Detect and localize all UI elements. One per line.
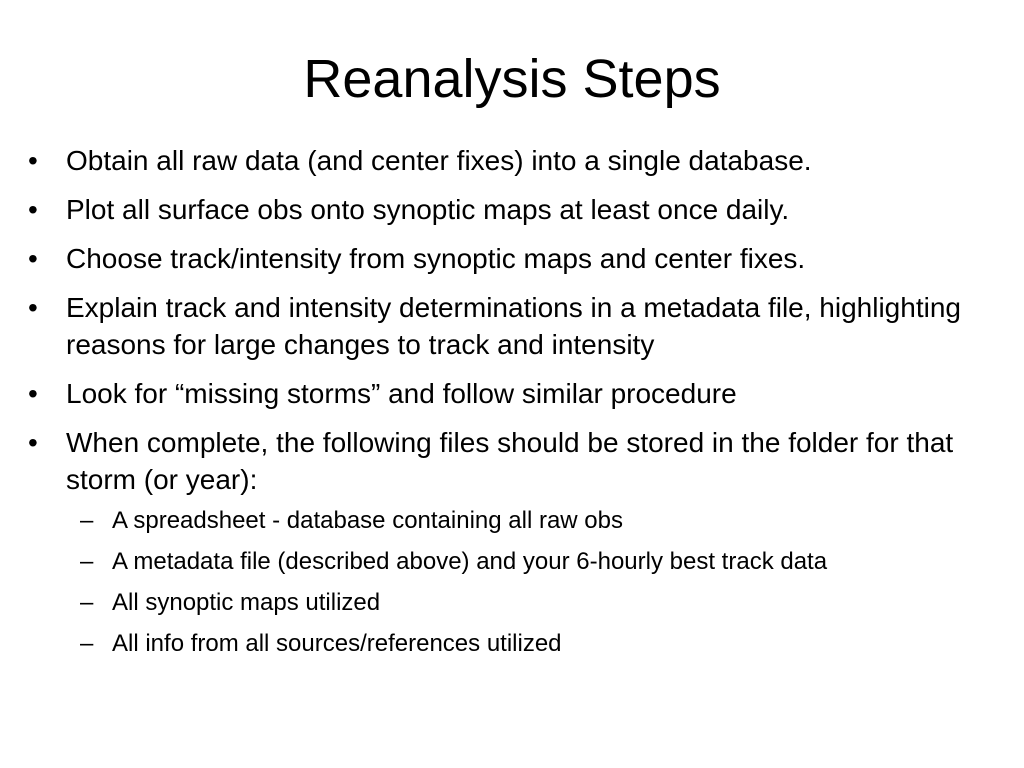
bullet-text: Plot all surface obs onto synoptic maps at least once daily.	[66, 194, 790, 225]
bullet-text: Obtain all raw data (and center fixes) into a single database.	[66, 145, 812, 176]
sub-bullet-item	[26, 629, 1006, 659]
bullet-marker: •	[28, 378, 38, 409]
sub-bullet-item	[26, 506, 1006, 536]
sub-bullet-text: A metadata file (described above) and your 6-hourly best track data	[112, 548, 828, 575]
bullet-marker: •	[28, 194, 38, 225]
sub-bullet-marker: –	[80, 548, 94, 575]
bullet-text: Choose track/intensity from synoptic maps and center fixes.	[66, 243, 806, 274]
bullet-marker: •	[28, 427, 38, 458]
bullet-text: Explain track and intensity determinations in a metadata file, highlighting reasons for large changes to track and intensity	[66, 292, 961, 360]
bullet-text: Look for “missing storms” and follow similar procedure	[66, 378, 737, 409]
bullet-item	[26, 142, 1006, 179]
bullet-item	[26, 289, 1006, 363]
bullet-item	[26, 424, 1006, 659]
bullet-item	[26, 240, 1006, 277]
sub-bullet-marker: –	[80, 630, 94, 657]
slide-title: Reanalysis Steps	[303, 49, 721, 109]
sub-bullet-item	[26, 588, 1006, 618]
bullet-text: When complete, the following files should be stored in the folder for that storm (or year):	[66, 427, 954, 495]
sub-bullet-text: All info from all sources/references utilized	[112, 630, 562, 657]
bullet-marker: •	[28, 243, 38, 274]
bullet-marker: •	[28, 292, 38, 323]
sub-bullet-item	[26, 547, 1006, 577]
bullet-item	[26, 375, 1006, 412]
bullet-list	[26, 142, 1006, 671]
sub-bullet-marker: –	[80, 589, 94, 616]
bullet-marker: •	[28, 145, 38, 176]
bullet-item	[26, 191, 1006, 228]
sub-bullet-text: All synoptic maps utilized	[112, 589, 381, 616]
sub-bullet-text: A spreadsheet - database containing all raw obs	[112, 507, 623, 534]
sub-bullet-list	[66, 506, 1006, 659]
sub-bullet-marker: –	[80, 507, 94, 534]
